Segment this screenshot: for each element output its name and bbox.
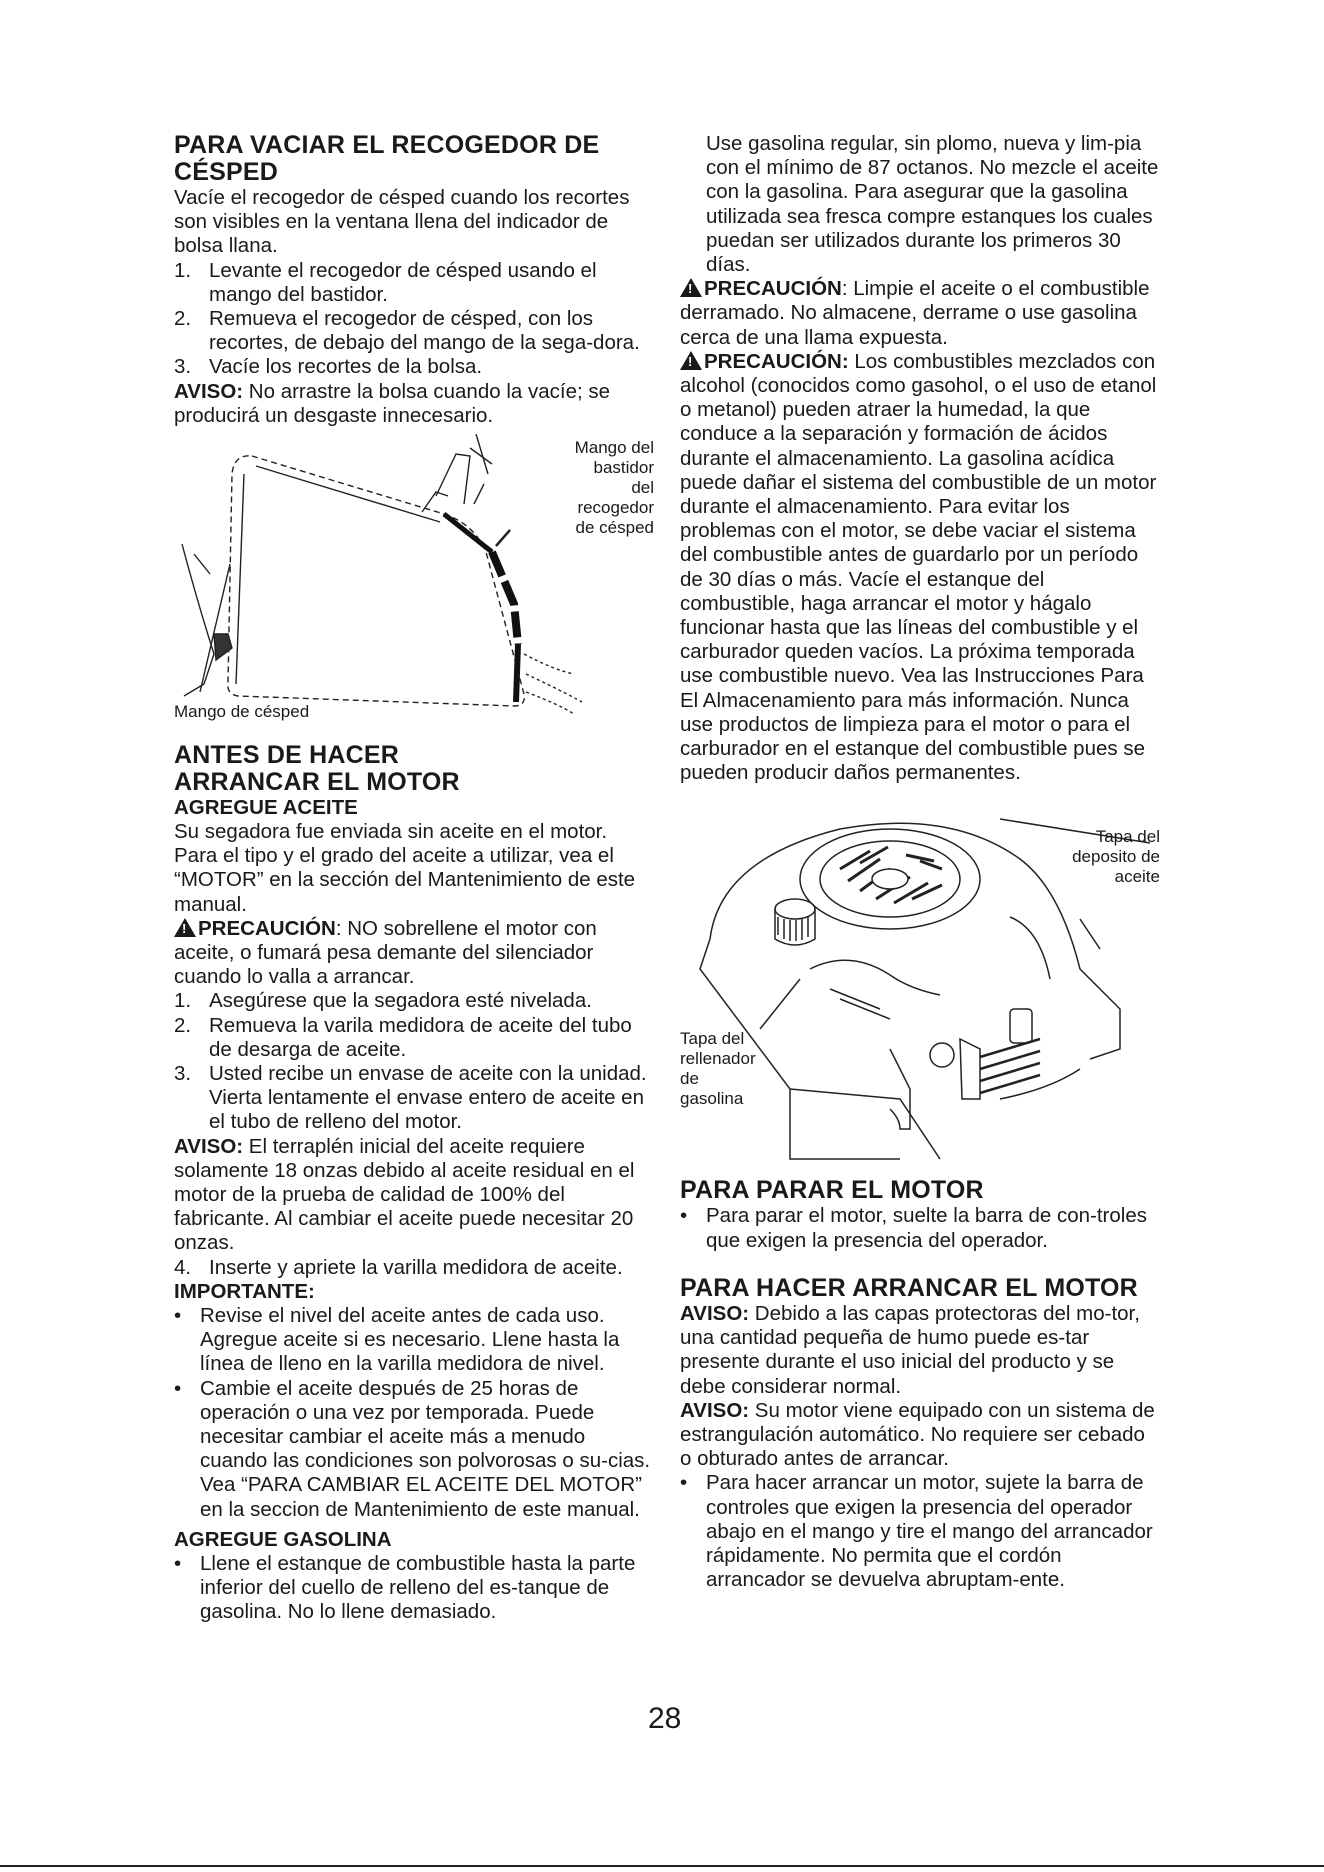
list-item: 4. Inserte y apriete la varilla medidora de aceite. [174,1255,623,1279]
warning-icon [680,351,702,370]
start-engine-list [680,1471,1160,1592]
figure-label-gas-cap: Tapa del rellenador de gasolina [680,1029,756,1109]
empty-bag-intro: Vacíe el recogedor de césped cuando los recortes son visibles en la ventana llena del indicador de bolsa llana. [174,186,630,258]
bottom-divider [0,1865,1324,1867]
subsection-title-add-oil: AGREGUE ACEITE [174,796,358,820]
figure-label-grass-handle: Mango de césped [174,702,310,722]
page-number: 28 [648,1702,682,1735]
precaution-note: !PRECAUCIÓN: NO sobrellene el motor con aceite, o fumará pesa demante del silenciador cuando lo valla a arrancar. [174,917,654,990]
grass-catcher-figure [174,434,654,726]
list-item: 3. Vacíe los recortes de la bolsa. [174,355,483,379]
section-title-empty-bag: PARA VACIAR EL RECOGEDOR DE CÉSPED [174,131,600,186]
important-list [174,1304,654,1522]
engine-figure [680,799,1160,1169]
add-oil-intro: Su segadora fue enviada sin aceite en el motor. Para el tipo y el grado del aceite a utilizar, vea el “MOTOR” en la sección del Mantenimiento de este manual. [174,820,636,916]
precaution-note: !PRECAUCIÓN: Los combustibles mezclados con alcohol (conocidos como gasohol, o el uso de etanol o metanol) pueden atraer la humedad, la que conduce a la separación y formación de ácidos durante el almacenamiento. La gasolina acídica puede dañar el sistema del combustible de un motor durante el almacenamiento. Para evitar los problemas con el motor, se debe vaciar el sistema del combustible antes de guardarlo por un período de 30 días o más. Vacíe el estanque del combustible, haga arrancar el motor y hágalo funcionar hasta que las líneas del combustible y el carburador queden vacíos. La próxima temporada use combustible nuevo. Vea las Instrucciones Para El Almacenamiento para más información. Nunca use productos de limpieza para el motor o para el carburador en el estanque del combustible pues se pueden producir daños permanentes. [680,350,1160,786]
aviso-note: AVISO: No arrastre la bolsa cuando la vacíe; se producirá un desgaste innecesario. [174,379,611,427]
list-item: 2. Remueva el recogedor de césped, con los recortes, de debajo del mango de la sega-dora. [174,307,640,355]
subsection-title-add-gas: AGREGUE GASOLINA [174,1527,392,1551]
warning-icon [680,278,702,297]
left-column [174,132,654,1624]
empty-bag-steps [174,259,654,380]
list-item: • Para parar el motor, suelte la barra de con-troles que exigen la presencia del operador. [680,1204,1147,1252]
figure-label-oil-cap: Tapa del deposito de aceite [1072,827,1160,887]
important-label: IMPORTANTE: [174,1279,315,1303]
aviso-note: AVISO: Debido a las capas protectoras del mo-tor, una cantidad pequeña de humo puede es-tar presente durante el uso inicial del producto y se debe considerar normal. [680,1301,1140,1398]
stop-engine-list [680,1204,1160,1252]
list-item: 3. Usted recibe un envase de aceite con la unidad. Vierta lentamente el envase entero de aceite en el tubo de relleno del motor. [174,1062,647,1134]
gasoline-continuation: Use gasolina regular, sin plomo, nueva y lim-pia con el mínimo de 87 octanos. No mezcle el aceite con la gasolina. Para asegurar que la gasolina utilizada sea fresca compre estanques los cuales puedan ser utilizados durante los primeros 30 días. [706,132,1159,277]
list-item: • Cambie el aceite después de 25 horas de operación o una vez por temporada. Puede necesitar cambiar el aceite más a menudo cuando las condiciones son polvorosas o su-cias. Vea “PARA CAMBIAR EL ACEITE DEL MOTOR” en la seccion de Mantenimiento de este manual. [174,1376,651,1521]
add-oil-steps [174,989,654,1134]
list-item: 1. Levante el recogedor de césped usando el mango del bastidor. [174,258,597,306]
list-item: 2. Remueva la varila medidora de aceite del tubo de desarga de aceite. [174,1013,632,1061]
list-item: • Llene el estanque de combustible hasta la parte inferior del cuello de relleno del es-tanque de gasolina. No lo llene demasiado. [174,1551,636,1624]
right-column [680,132,1160,1592]
aviso-note: AVISO: El terraplén inicial del aceite requiere solamente 18 onzas debido al aceite residual en el motor de la prueba de calidad de 100% del fabricante. Al cambiar el aceite puede necesitar 20 onzas. [174,1134,635,1255]
section-title-stop-engine: PARA PARAR EL MOTOR [680,1176,984,1205]
warning-icon [174,918,196,937]
section-title-before-start: ANTES DE HACER ARRANCAR EL MOTOR [174,741,460,797]
aviso-note: AVISO: Su motor viene equipado con un sistema de estrangulación automático. No requiere ser cebado o obturado antes de arrancar. [680,1398,1155,1471]
list-item: • Revise el nivel del aceite antes de cada uso. Agregue aceite si es necesario. Llene hasta la línea de lleno en la varilla medidora de nivel. [174,1303,620,1376]
section-title-start-engine: PARA HACER ARRANCAR EL MOTOR [680,1273,1138,1302]
precaution-note: !PRECAUCIÓN: Limpie el aceite o el combustible derramado. No almacene, derrame o use gasolina cerca de una llama expuesta. [680,277,1160,350]
add-gas-list [174,1552,654,1625]
list-item: • Para hacer arrancar un motor, sujete la barra de controles que exigen la presencia del operador abajo en el mango y tire el mango del arrancador rápidamente. No permita que el cordón arrancador se devuelva abruptam-ente. [680,1471,1153,1592]
list-item: 1. Asegúrese que la segadora esté nivelada. [174,989,592,1013]
figure-label-frame-handle: Mango del bastidor del recogedor de césped [574,438,654,538]
add-oil-step-4 [174,1256,654,1280]
